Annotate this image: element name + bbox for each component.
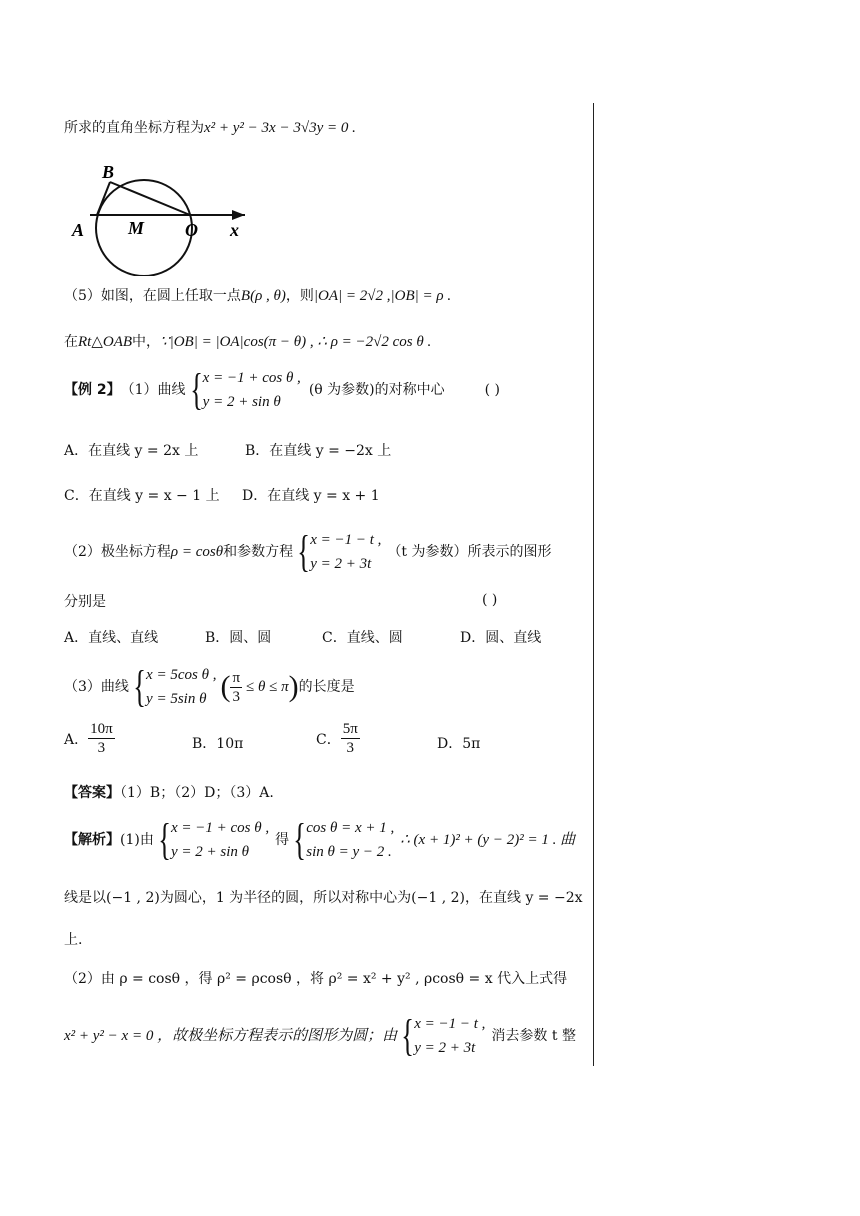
q3-option-c (316, 720, 360, 757)
analysis-system3: { x = −1 − t , y = 2 + 3t (401, 1011, 486, 1060)
analysis-sys3-row2: y = 2 + 3t (414, 1040, 476, 1056)
q3-line: （3）曲线 { x = 5cos θ , y = 5sin θ ( $\frac{\pi}{3}$ ≤ θ ≤ π ) 的长度是 (64, 662, 355, 711)
q3-option-a-label: A． (64, 731, 89, 748)
answer-label: 【答案】 (64, 785, 120, 801)
analysis-label: 【解析】 (64, 832, 120, 848)
q3-option-c-label: C． (316, 731, 341, 748)
analysis-t2: 得 (275, 832, 290, 848)
q3-option-a (64, 720, 115, 757)
part5-text2: ，则 (285, 288, 314, 304)
q2-sys-row2: y = 2 + 3t (310, 556, 372, 572)
q3-option-d: D．5π (437, 736, 481, 752)
q3-option-b: B．10π (192, 736, 244, 752)
q3-range-den: 3 (232, 688, 240, 705)
analysis-sys1-row2: y = 2 + sin θ (170, 844, 249, 860)
q2-mid: 和参数方程 (223, 544, 294, 560)
analysis-line2-text: 线是以(−1 , 2)为圆心，1 为半径的圆，所以对称中心为(−1 , 2)，在直线 y = −2x (64, 890, 583, 906)
result-equation-line (64, 118, 356, 138)
answer-text: （1）B；（2）D；（3）A. (120, 785, 274, 801)
label-x: x (230, 220, 239, 240)
x-axis-arrow (232, 210, 245, 220)
q2-suffix: （t 为参数）所表示的图形 (387, 544, 552, 560)
q3-option-c-num: 5π (342, 721, 358, 737)
analysis-line3-text: 上. (64, 932, 83, 948)
q3-range-fraction (230, 669, 242, 706)
q1-option-c: C．在直线 y = x − 1 上 (64, 488, 220, 504)
analysis-sys3-row1: x = −1 − t , (414, 1016, 486, 1032)
analysis-t1: (1)由 (120, 832, 154, 848)
q3-option-a-den: 3 (97, 740, 106, 756)
q2-line1 (64, 528, 552, 576)
part5b-text: 在 (64, 334, 78, 350)
q1-answer-paren: ( ) (484, 382, 500, 398)
analysis-line1 (64, 814, 575, 866)
label-b: B (102, 162, 115, 182)
q2-system: { x = −1 − t , y = 2 + 3t (297, 527, 382, 576)
q2-option-d: D．圆、直线 (460, 630, 542, 646)
separator: , (383, 288, 391, 304)
oa-equation: |OA| = 2√2 (313, 288, 384, 304)
result-equation: x² + y² − 3x − 3√3y = 0 . (204, 120, 356, 136)
q2-option-b: B．圆、圆 (205, 630, 272, 646)
q3-range-num: π (232, 669, 241, 686)
q2-line2 (64, 592, 106, 612)
analysis-sys1-row1: x = −1 + cos θ , (170, 820, 270, 836)
q3-system: { x = 5cos θ , y = 5sin θ (133, 662, 217, 711)
example-label: 【例 2】 (64, 382, 121, 398)
q2-option-a: A．直线、直线 (64, 630, 159, 646)
q1-option-d: D．在直线 y = x + 1 (242, 488, 380, 504)
q1-sys-row2: y = 2 + sin θ (202, 394, 281, 410)
analysis-sys2-row1: cos θ = x + 1 , (306, 820, 395, 836)
analysis-line5 (64, 1010, 576, 1062)
part5-text: （5）如图，在圆上任取一点 (64, 288, 241, 304)
q2-prefix: （2）极坐标方程 (64, 544, 171, 560)
part5-line1 (64, 286, 451, 306)
analysis-line4-text: （2）由 ρ = cosθ ，得 ρ² = ρcosθ ，将 ρ² = x² + y² , ρcosθ = x 代入上式得 (64, 971, 568, 987)
q1-option-a: A．在直线 y = 2x 上 (64, 443, 199, 459)
q2-polar-eq: ρ = cosθ (170, 544, 224, 560)
segment-ob (110, 182, 190, 215)
analysis-sys2-row2: sin θ = y − 2 . (306, 844, 392, 860)
analysis-t3: ∴ (x + 1)² + (y − 2)² = 1 . 曲 (400, 832, 576, 848)
analysis-line5-b: 消去参数 t 整 (491, 1028, 576, 1044)
q2-answer-paren: ( ) (482, 592, 498, 608)
part5-line2 (64, 332, 431, 352)
q1-sys-row1: x = −1 + cos θ , (202, 370, 301, 386)
q3-sys-row2: y = 5sin θ (146, 691, 207, 707)
q2-line2-text: 分别是 (64, 594, 106, 610)
label-m: M (128, 218, 145, 238)
q1-prefix: （1）曲线 (120, 382, 186, 398)
ob-equation: |OB| = ρ . (390, 288, 452, 304)
q1-option-b: B．在直线 y = −2x 上 (245, 443, 392, 459)
q3-option-a-num: 10π (90, 721, 113, 737)
q3-option-c-fraction (341, 720, 360, 757)
polar-result: ∵|OB| = |OA|cos(π − θ) , ∴ ρ = −2√2 cos θ . (160, 334, 432, 350)
triangle-label: Rt△OAB (78, 334, 133, 350)
circle-figure (70, 160, 270, 276)
q3-prefix: （3）曲线 (64, 679, 129, 695)
analysis-system2: { cos θ = x + 1 , sin θ = y − 2 . (293, 815, 395, 864)
point-b: B(ρ , θ) (240, 288, 286, 304)
q3-option-c-den: 3 (346, 740, 354, 756)
example2-q1 (64, 366, 500, 414)
label-o: O (185, 220, 198, 240)
part5b-text2: 中， (132, 334, 161, 350)
analysis-line3 (64, 930, 82, 950)
q2-option-c: C．直线、圆 (322, 630, 403, 646)
segment-ab (97, 182, 110, 215)
q3-range-rest: ≤ θ ≤ π (246, 679, 289, 695)
q1-suffix: (θ 为参数)的对称中心 (308, 382, 445, 398)
analysis-system1: { x = −1 + cos θ , y = 2 + sin θ (158, 815, 270, 864)
analysis-line4 (64, 969, 567, 989)
page-right-border (593, 103, 594, 1066)
q1-system: { x = −1 + cos θ , y = 2 + sin θ (189, 365, 301, 414)
q3-option-a-fraction (88, 720, 115, 757)
q3-sys-row1: x = 5cos θ , (146, 667, 217, 683)
q2-sys-row1: x = −1 − t , (310, 532, 382, 548)
label-a: A (72, 220, 85, 240)
analysis-line2 (64, 888, 583, 908)
q3-suffix: 的长度是 (298, 679, 355, 695)
analysis-line5-a: x² + y² − x = 0 ，故极坐标方程表示的图形为圆；由 (64, 1028, 398, 1044)
result-text: 所求的直角坐标方程为 (64, 120, 204, 136)
answer-line (64, 783, 274, 803)
